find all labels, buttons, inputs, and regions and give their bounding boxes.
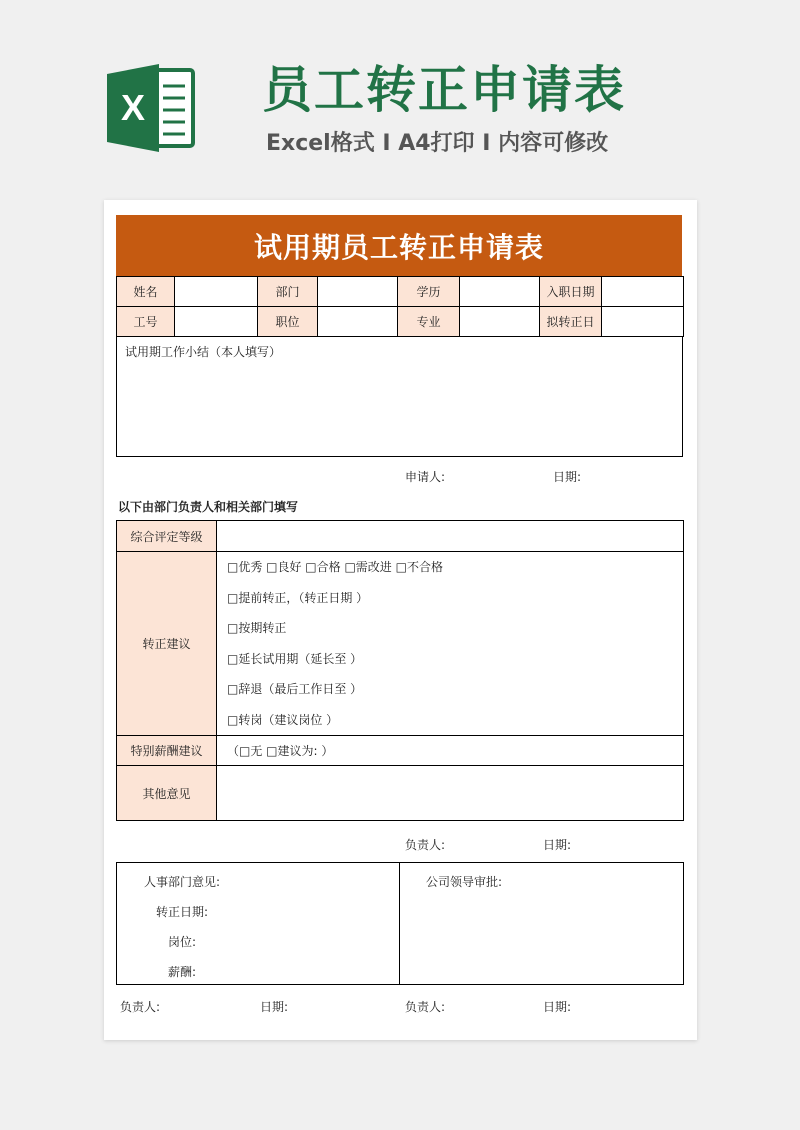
page-title: 员工转正申请表 [262,61,626,119]
rating-field[interactable] [217,521,684,552]
summary-field[interactable] [116,337,683,457]
footer-left-manager: 负责人: [120,1000,161,1014]
basic-info-table [116,276,684,337]
dept-note: 以下由部门负责人和相关部门填写 [118,500,299,514]
manager-date-label: 日期: [543,838,572,852]
label-name: 姓名 [117,277,175,307]
excel-icon-letter: X [120,87,146,128]
label-department: 部门 [258,277,318,307]
form-sheet [104,200,697,1040]
form-title: 试用期员工转正申请表 [116,215,682,276]
name-field[interactable] [175,277,258,307]
hr-salary-label: 薪酬: [168,965,197,979]
footer-right-manager: 负责人: [405,1000,446,1014]
label-major: 专业 [398,307,460,337]
footer-right-date: 日期: [543,1000,572,1014]
option-extend[interactable]: □延长试用期（延长至 ） [227,651,363,666]
approval-table [116,862,684,985]
option-on-time[interactable]: □按期转正 [227,621,287,635]
hire-date-field[interactable] [602,277,684,307]
major-field[interactable] [460,307,540,337]
rating-options[interactable]: □优秀 □良好 □合格 □需改进 □不合格 [227,560,443,574]
hr-opinion-label: 人事部门意见: [144,875,221,889]
suggest-label: 转正建议 [117,552,217,736]
applicant-label: 申请人: [405,470,446,484]
excel-icon [103,58,203,158]
position-field[interactable] [318,307,398,337]
manager-label: 负责人: [405,838,446,852]
page-subtitle: Excel格式 I A4打印 I 内容可修改 [266,131,609,156]
salary-label: 特别薪酬建议 [117,736,217,766]
label-employee-id: 工号 [117,307,175,337]
label-planned-date: 拟转正日 [540,307,602,337]
education-field[interactable] [460,277,540,307]
option-dismiss[interactable]: □辞退（最后工作日至 ） [227,682,363,696]
employee-id-field[interactable] [175,307,258,337]
other-label: 其他意见 [117,766,217,821]
hr-position-label: 岗位: [168,935,197,949]
hr-opinion-box[interactable] [117,863,400,985]
hr-date-label: 转正日期: [156,905,209,919]
summary-label: 试用期工作小结（本人填写） [125,345,282,359]
option-early[interactable]: □提前转正，（转正日期 ） [227,590,369,605]
footer-left-date: 日期: [260,1000,289,1014]
suggest-options [217,552,684,736]
department-field[interactable] [318,277,398,307]
other-field[interactable] [217,766,684,821]
evaluation-table [116,520,684,821]
label-hire-date: 入职日期 [540,277,602,307]
planned-date-field[interactable] [602,307,684,337]
rating-label: 综合评定等级 [117,521,217,552]
salary-options[interactable]: （□无 □建议为: ） [217,736,684,766]
leader-approval-box[interactable] [400,863,684,985]
leader-approval-label: 公司领导审批: [426,875,503,889]
label-education: 学历 [398,277,460,307]
label-position: 职位 [258,307,318,337]
applicant-date-label: 日期: [553,470,582,484]
option-transfer[interactable]: □转岗（建议岗位 ） [227,712,339,727]
